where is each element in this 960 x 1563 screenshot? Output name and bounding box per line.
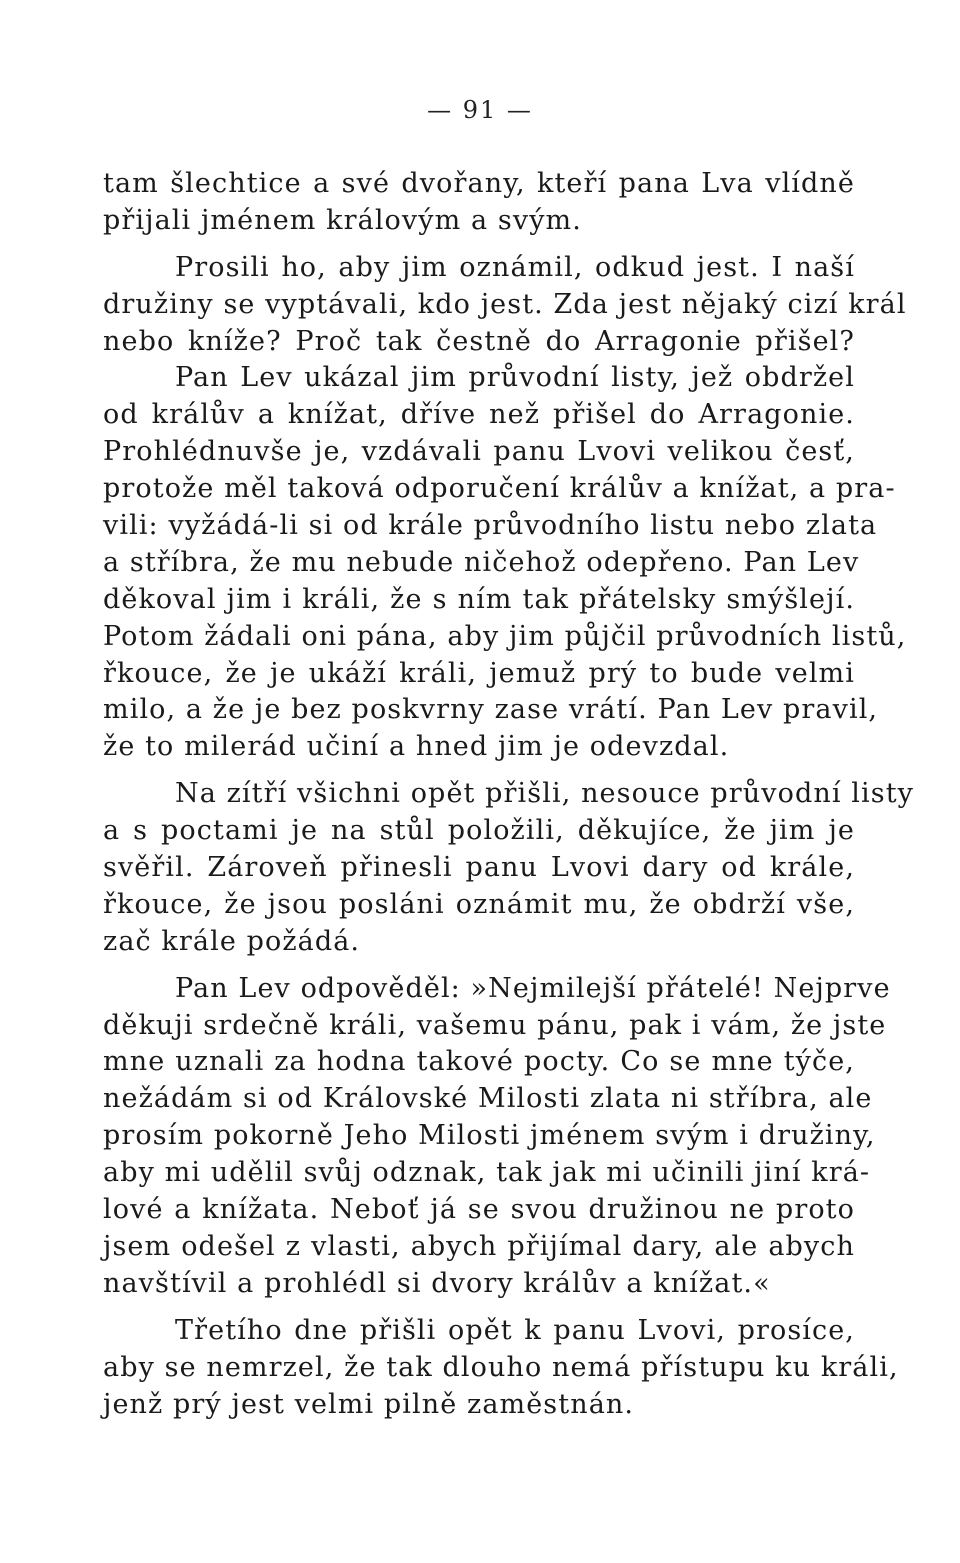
- text-line: a stříbra, že mu nebude ničehož odepřeno. Pan Lev: [103, 546, 860, 578]
- text-line: Pan Lev odpověděl: »Nejmilejší přátelé! Nejprve: [175, 972, 891, 1004]
- text-line: milo, a že je bez poskvrny zase vrátí. Pan Lev pravil,: [103, 694, 879, 726]
- text-line: zač krále požádá.: [103, 925, 361, 957]
- text-line: nebo kníže? Proč tak čestně do Arragonie přišel?: [103, 325, 855, 357]
- text-line: že to milerád učiní a hned jim je odevzdal.: [103, 731, 730, 763]
- text-line: Potom žádali oni pána, aby jim půjčil průvodních listů,: [103, 620, 907, 652]
- text-line: Pan Lev ukázal jim průvodní listy, jež obdržel: [175, 362, 855, 394]
- text-line: jsem odešel z vlasti, abych přijímal dary, ale abych: [103, 1230, 855, 1262]
- text-line: jenž prý jest velmi pilně zaměstnán.: [103, 1388, 635, 1420]
- paragraph: [103, 971, 891, 1303]
- text-line: přijali jménem královým a svým.: [103, 204, 582, 236]
- paragraph: [103, 1313, 899, 1424]
- text-line: a s poctami je na stůl položili, děkujíce, že jim je: [103, 815, 855, 847]
- text-line: navštívil a prohlédl si dvory králův a knížat.«: [103, 1267, 771, 1299]
- page-number: — 91 —: [427, 96, 533, 124]
- text-line: družiny se vyptávali, kdo jest. Zda jest nějaký cizí král: [103, 288, 907, 320]
- text-line: od králův a knížat, dříve než přišel do Arragonie.: [103, 399, 855, 431]
- paragraph: [103, 776, 915, 960]
- text-line: Třetího dne přišli opět k panu Lvovi, prosíce,: [175, 1314, 855, 1346]
- text-line: protože měl taková odporučení králův a knížat, a pra-: [103, 473, 896, 505]
- body-text: [103, 166, 915, 1423]
- text-line: Na zítří všichni opět přišli, nesouce průvodní listy: [175, 778, 915, 810]
- paragraph: [103, 250, 907, 766]
- text-line: tam šlechtice a své dvořany, kteří pana Lva vlídně: [103, 168, 855, 199]
- text-line: Prosili ho, aby jim oznámil, odkud jest. I naší: [175, 251, 855, 283]
- text-line: aby mi udělil svůj odznak, tak jak mi učinili jiní krá-: [103, 1157, 871, 1189]
- text-line: děkuji srdečně králi, vašemu pánu, pak i vám, že jste: [103, 1009, 887, 1041]
- text-line: mne uznali za hodna takové pocty. Co se mne týče,: [103, 1046, 855, 1078]
- text-line: nežádám si od Královské Milosti zlata ni stříbra, ale: [103, 1083, 873, 1115]
- text-line: aby se nemrzel, že tak dlouho nemá přístupu ku králi,: [103, 1351, 899, 1383]
- text-line: lové a knížata. Neboť já se svou družinou ne proto: [103, 1194, 855, 1226]
- paragraph: [103, 166, 855, 240]
- text-line: řkouce, že je ukáží králi, jemuž prý to bude velmi: [103, 657, 855, 689]
- text-line: svěřil. Zároveň přinesli panu Lvovi dary od krále,: [103, 852, 855, 884]
- text-line: děkoval jim i králi, že s ním tak přátelsky smýšlejí.: [103, 583, 855, 615]
- text-line: vili: vyžádá-li si od krále průvodního listu nebo zlata: [103, 510, 878, 542]
- text-line: prosím pokorně Jeho Milosti jménem svým i družiny,: [103, 1120, 876, 1152]
- text-line: Prohlédnuvše je, vzdávali panu Lvovi velikou česť,: [103, 436, 855, 468]
- text-line: řkouce, že jsou posláni oznámit mu, že obdrží vše,: [103, 888, 855, 920]
